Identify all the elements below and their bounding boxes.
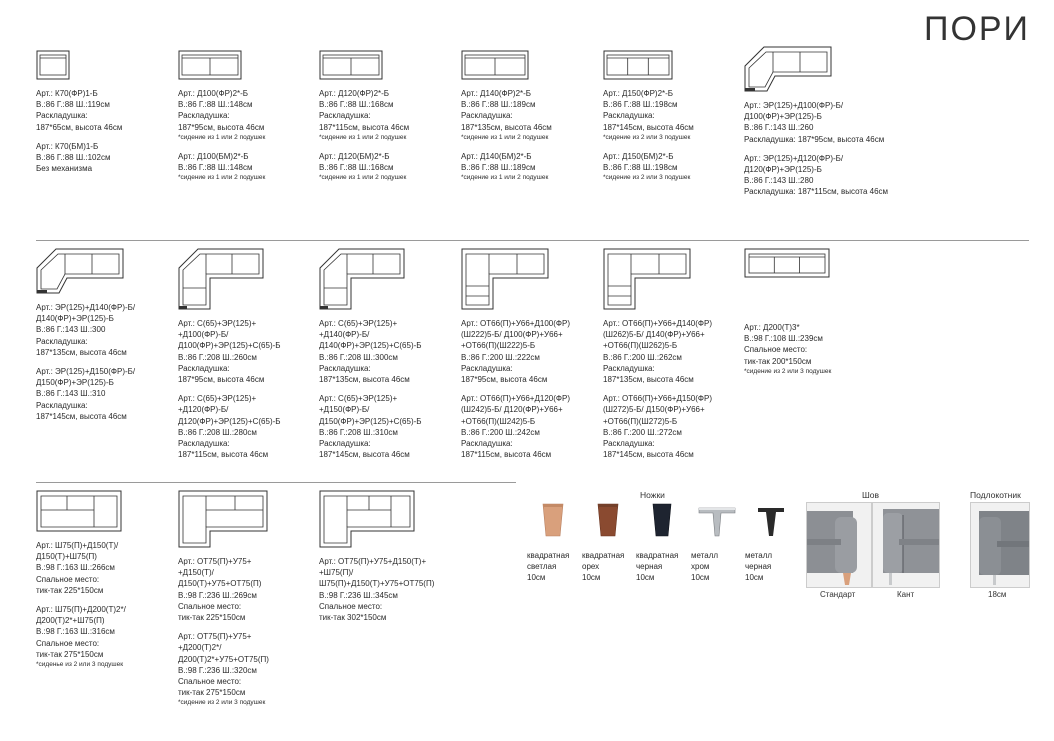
corner-ottoman-icon — [461, 248, 549, 310]
spec-line: Арт.: С(65)+ЭР(125)+ — [178, 394, 257, 404]
spec-line: В.:86 Г.:88 Ш.:189см — [461, 100, 536, 110]
spec-line: 187*115см, высота 46см — [461, 450, 552, 460]
spec-line: Спальное место: — [178, 677, 242, 687]
u-sofa-wide-icon — [319, 490, 415, 548]
spec-line: Раскладушка: — [178, 439, 230, 449]
leg-metal-black-icon — [756, 502, 786, 538]
spec-line: +ОТ66(П)(Ш262)5-Б — [603, 341, 678, 351]
section-divider — [36, 482, 516, 483]
spec-line: тик-так 302*150см — [319, 613, 387, 623]
spec-line: В.:86 Г.:208 Ш.:310см — [319, 427, 398, 437]
spec-block — [178, 151, 316, 183]
spec-block — [36, 88, 174, 133]
spec-line: Арт.: Д120(ФР)2*-Б — [319, 89, 390, 98]
spec-line: Д150(ФР)+ЭР(125)+С(65)-Б — [319, 416, 422, 426]
corner-small-icon — [36, 248, 124, 294]
spec-block — [603, 151, 741, 183]
leg-label: 10см — [582, 573, 601, 583]
spec-line: В.:86 Г.:143 Ш.:310 — [36, 389, 106, 399]
leg-label: хром — [691, 562, 710, 572]
spec-line: (Ш272)5-Б/ Д150(ФР)+У66+ — [603, 405, 705, 415]
spec-line: В.:98 Г.:236 Ш.:269см — [178, 590, 257, 600]
spec-line: тик-так 275*150см — [36, 649, 104, 659]
spec-line: Д150(Т)+Ш75(П) — [36, 552, 97, 562]
product-d150 — [603, 50, 741, 191]
spec-line: Арт.: Д200(Т)3* — [744, 323, 800, 332]
spec-line: тик-так 200*150см — [744, 356, 812, 366]
spec-note: *сидение из 1 или 2 подушек — [178, 133, 266, 141]
spec-line: В.:86 Г.:208 Ш.:260см — [178, 352, 257, 362]
leg-label: орех — [582, 562, 600, 572]
spec-line: Арт.: С(65)+ЭР(125)+ — [178, 319, 257, 328]
spec-line: Раскладушка: — [461, 439, 513, 449]
spec-block — [178, 556, 316, 623]
spec-line: Арт.: ОТ75(П)+У75+Д150(Т)+ — [319, 557, 427, 566]
spec-line: +Д140(ФР)-Б/ — [319, 330, 370, 340]
spec-line: +ОТ66(П)(Ш272)5-Б — [603, 416, 678, 426]
product-sh75 — [36, 490, 174, 678]
sofa-2-icon — [461, 50, 529, 80]
section-divider — [36, 240, 1029, 241]
leg-label: квадратная — [636, 551, 679, 560]
spec-line: Д140(ФР)+ЭР(125)+С(65)-Б — [319, 341, 422, 351]
leg-label: 10см — [691, 573, 710, 583]
spec-line: Арт.: ОТ66(П)+У66+Д150(ФР) — [603, 394, 712, 404]
spec-line: Д100(ФР)+ЭР(125)-Б — [744, 112, 822, 122]
leg-label: металл — [745, 551, 773, 560]
spec-line: Раскладушка: — [603, 439, 655, 449]
armrest-title: Подлокотник — [970, 490, 1021, 500]
spec-block — [36, 302, 174, 358]
spec-line: тик-так 275*150см — [178, 688, 246, 698]
spec-line: Арт.: ОТ66(П)+У66+Д100(ФР) — [461, 319, 570, 328]
spec-line: В.:86 Г.:143 Ш.:260 — [744, 123, 814, 133]
leg-option — [745, 502, 797, 584]
spec-line: Раскладушка: 187*115см, высота 46см — [744, 187, 889, 197]
spec-line: Д200(Т)2*+У75+ОТ75(П) — [178, 654, 269, 664]
armrest-size-label: 18см — [988, 590, 1007, 599]
spec-block — [36, 366, 174, 422]
spec-note: *сидение из 2 или 3 подушек — [603, 133, 691, 141]
spec-line: Раскладушка: — [178, 363, 230, 373]
spec-line: Арт.: ЭР(125)+Д100(ФР)-Б/ — [744, 101, 844, 110]
spec-note: *сидение из 1 или 2 подушек — [461, 133, 549, 141]
spec-block — [603, 318, 741, 385]
spec-line: В.:86 Г.:208 Ш.:300см — [319, 352, 398, 362]
spec-line: +ОТ66(П)(Ш222)5-Б — [461, 341, 536, 351]
spec-block — [319, 88, 457, 143]
spec-line: Д200(Т)2*+Ш75(П) — [36, 616, 105, 626]
sofa-standard-seam-image — [807, 503, 871, 587]
spec-line: В.:86 Г.:200 Ш.:262см — [603, 352, 682, 362]
sofa-1-icon — [36, 50, 70, 80]
spec-note: *сидение из 1 или 2 подушек — [319, 174, 407, 182]
spec-line: Арт.: К70(ФР)1-Б — [36, 89, 98, 98]
spec-line: 187*115см, высота 46см — [178, 450, 269, 460]
leg-label: черная — [745, 562, 772, 572]
spec-line: Раскладушка: — [461, 363, 513, 373]
spec-note: *сидение из 2 или 3 подушек — [603, 174, 691, 182]
spec-note: *сидение из 1 или 2 подушек — [178, 174, 266, 182]
spec-line: (Ш262)5-Б/ Д140(ФР)+У66+ — [603, 330, 705, 340]
spec-line: 187*145см, высота 46см — [36, 411, 127, 421]
corner-large-icon — [319, 248, 405, 310]
spec-line: Д100(ФР)+ЭР(125)+С(65)-Б — [178, 341, 281, 351]
spec-line: Раскладушка: — [178, 111, 230, 121]
sofa-3-icon — [603, 50, 673, 80]
spec-line: Раскладушка: — [319, 363, 371, 373]
product-d100 — [178, 50, 316, 191]
spec-line: Раскладушка: — [36, 336, 88, 346]
spec-block — [603, 88, 741, 143]
spec-block — [36, 540, 174, 596]
leg-metal-chrome-icon — [697, 502, 737, 538]
spec-line: Раскладушка: — [319, 111, 371, 121]
sofa-2-icon — [178, 50, 242, 80]
spec-line: 187*95см, высота 46см — [178, 122, 265, 132]
leg-option — [636, 502, 688, 584]
spec-line: 187*95см, высота 46см — [178, 375, 265, 385]
spec-note: *сидение из 1 или 2 подушек — [319, 133, 407, 141]
leg-option — [691, 502, 743, 584]
product-ot66-d140-d150 — [603, 248, 741, 468]
spec-line: Раскладушка: — [36, 111, 88, 121]
spec-line: Арт.: ЭР(125)+Д150(ФР)-Б/ — [36, 367, 136, 377]
spec-line: В.:86 Г.:88 Ш.:198см — [603, 100, 678, 110]
spec-line: Спальное место: — [319, 601, 383, 611]
spec-line: Арт.: С(65)+ЭР(125)+ — [319, 394, 398, 404]
seam-piping-label: Кант — [897, 590, 915, 599]
spec-line: Арт.: Д140(БМ)2*-Б — [461, 151, 532, 161]
spec-block — [178, 631, 316, 708]
leg-label: 10см — [636, 573, 655, 583]
spec-line: Д120(ФР)+ЭР(125)+С(65)-Б — [178, 416, 281, 426]
spec-line: В.:86 Г.:88 Ш.:119см — [36, 100, 110, 110]
seam-piping-photo — [872, 502, 940, 588]
spec-block — [178, 88, 316, 143]
sofa-3-flat-icon — [744, 248, 830, 278]
spec-line: +Д120(ФР)-Б/ — [178, 405, 229, 415]
spec-line: Арт.: ОТ66(П)+У66+Д140(ФР) — [603, 319, 712, 328]
seam-standard-photo — [806, 502, 872, 588]
product-k70 — [36, 50, 174, 182]
leg-option — [527, 502, 579, 584]
spec-line: Арт.: Д100(БМ)2*-Б — [178, 151, 249, 161]
leg-label: квадратная — [582, 551, 625, 560]
spec-line: В.:86 Г.:143 Ш.:300 — [36, 325, 106, 335]
product-c-er-d100-d120 — [178, 248, 316, 468]
spec-block — [178, 318, 316, 385]
sofa-piping-seam-image — [873, 503, 939, 587]
spec-block — [319, 556, 457, 623]
spec-note: *сидение из 2 или 3 подушек — [178, 699, 266, 707]
spec-note: *сидение из 2 или 3 подушек — [744, 367, 832, 375]
spec-line: В.:86 Г.:88 Ш.:148см — [178, 100, 253, 110]
spec-line: В.:98 Г.:236 Ш.:345см — [319, 590, 398, 600]
spec-line: Спальное место: — [36, 574, 100, 584]
spec-line: Ш75(П)+Д150(Т)+У75+ОТ75(П) — [319, 579, 435, 589]
spec-line: Д150(Т)+У75+ОТ75(П) — [178, 579, 262, 589]
spec-line: 187*145см, высота 46см — [319, 450, 410, 460]
leg-label: металл — [691, 551, 719, 560]
spec-block — [319, 393, 457, 460]
spec-block — [744, 322, 882, 377]
spec-block — [319, 318, 457, 385]
product-d140 — [461, 50, 599, 191]
corner-large-icon — [178, 248, 264, 310]
leg-label: 10см — [527, 573, 546, 583]
armrest-image — [971, 503, 1029, 587]
spec-line: Без механизма — [36, 164, 93, 174]
spec-line: В.:86 Г.:88 Ш.:168см — [319, 100, 394, 110]
spec-line: Раскладушка: — [36, 400, 88, 410]
spec-line: Раскладушка: — [603, 111, 655, 121]
armrest-photo — [970, 502, 1030, 588]
spec-line: В.:86 Г.:88 Ш.:198см — [603, 163, 678, 173]
product-ot66-d100-d120 — [461, 248, 599, 468]
spec-line: В.:86 Г.:200 Ш.:222см — [461, 352, 540, 362]
spec-line: Д120(ФР)+ЭР(125)-Б — [744, 165, 822, 175]
spec-line: +Д150(ФР)-Б/ — [319, 405, 370, 415]
spec-block — [461, 318, 599, 385]
spec-line: Арт.: ОТ66(П)+У66+Д120(ФР) — [461, 394, 570, 404]
spec-line: +Д150(Т)/ — [178, 568, 214, 578]
leg-label: черная — [636, 562, 663, 572]
leg-wood-walnut-icon — [596, 502, 620, 538]
spec-block — [178, 393, 316, 460]
spec-line: В.:98 Г.:163 Ш.:316см — [36, 627, 115, 637]
leg-label: светлая — [527, 562, 557, 572]
legs-title: Ножки — [640, 490, 665, 500]
spec-line: Спальное место: — [178, 601, 242, 611]
corner-ottoman-icon — [603, 248, 691, 310]
sofa-2-icon — [319, 50, 383, 80]
spec-line: В.:86 Г.:200 Ш.:272см — [603, 427, 682, 437]
spec-block — [461, 393, 599, 460]
spec-line: 187*135см, высота 46см — [319, 375, 410, 385]
leg-wood-black-icon — [650, 502, 674, 538]
spec-line: Арт.: ОТ75(П)+У75+ — [178, 557, 252, 566]
spec-line: Арт.: ЭР(125)+Д120(ФР)-Б/ — [744, 153, 844, 163]
spec-line: В.:86 Г.:200 Ш.:242см — [461, 427, 540, 437]
spec-line: 187*135см, высота 46см — [36, 347, 127, 357]
spec-line: +ОТ66(П)(Ш242)5-Б — [461, 416, 536, 426]
spec-line: +Ш75(П)/ — [319, 568, 354, 578]
spec-block — [744, 153, 934, 198]
spec-block — [461, 151, 599, 183]
spec-line: Арт.: Д140(ФР)2*-Б — [461, 89, 532, 98]
spec-block — [319, 151, 457, 183]
chaise-sofa-icon — [36, 490, 122, 532]
spec-line: В.:86 Г.:88 Ш.:168см — [319, 163, 394, 173]
spec-line: 187*65см, высота 46см — [36, 122, 123, 132]
spec-block — [603, 393, 741, 460]
spec-line: тик-так 225*150см — [178, 613, 246, 623]
spec-block — [744, 100, 934, 145]
spec-line: Раскладушка: — [603, 363, 655, 373]
product-d120 — [319, 50, 457, 191]
spec-line: 187*145см, высота 46см — [603, 122, 694, 132]
product-ot75-d150 — [178, 490, 316, 716]
spec-note: *сидение из 1 или 2 подушек — [461, 174, 549, 182]
seam-title: Шов — [862, 490, 880, 500]
spec-line: Арт.: Д120(БМ)2*-Б — [319, 151, 390, 161]
spec-line: Д140(ФР)+ЭР(125)-Б — [36, 314, 114, 324]
spec-line: 187*95см, высота 46см — [461, 375, 548, 385]
spec-line: Арт.: Д150(БМ)2*-Б — [603, 151, 674, 161]
spec-line: Арт.: С(65)+ЭР(125)+ — [319, 319, 398, 328]
spec-line: 187*145см, высота 46см — [603, 450, 694, 460]
spec-line: 187*135см, высота 46см — [461, 122, 552, 132]
spec-block — [36, 604, 174, 670]
leg-label: 10см — [745, 573, 764, 583]
spec-line: +Д200(Т)2*/ — [178, 643, 222, 653]
spec-line: В.:86 Г.:143 Ш.:280 — [744, 176, 814, 186]
spec-line: В.:98 Г.:236 Ш.:320см — [178, 665, 257, 675]
spec-line: Раскладушка: — [319, 439, 371, 449]
page-title: ПОРИ — [924, 10, 1030, 48]
leg-label: квадратная — [527, 551, 570, 560]
spec-line: В.:86 Г.:208 Ш.:280см — [178, 427, 257, 437]
spec-line: Спальное место: — [36, 638, 100, 648]
product-ot75-sh75 — [319, 490, 457, 631]
spec-line: (Ш222)5-Б/ Д100(ФР)+У66+ — [461, 330, 563, 340]
spec-line: Арт.: Ш75(П)+Д200(Т)2*/ — [36, 605, 126, 615]
product-c-er-d140-d150 — [319, 248, 457, 468]
spec-line: Д150(ФР)+ЭР(125)-Б — [36, 378, 114, 388]
spec-line: В.:98 Г.:108 Ш.:239см — [744, 334, 823, 344]
spec-line: Арт.: ЭР(125)+Д140(ФР)-Б/ — [36, 303, 136, 312]
spec-block — [461, 88, 599, 143]
spec-line: В.:86 Г.:88 Ш.:189см — [461, 163, 536, 173]
product-d200 — [744, 248, 882, 385]
spec-line: Раскладушка: — [461, 111, 513, 121]
corner-small-icon — [744, 46, 832, 92]
spec-line: 187*135см, высота 46см — [603, 375, 694, 385]
spec-line: Арт.: Д150(ФР)2*-Б — [603, 89, 674, 98]
spec-line: Спальное место: — [744, 345, 808, 355]
spec-line: тик-так 225*150см — [36, 585, 104, 595]
spec-line: Раскладушка: 187*95см, высота 46см — [744, 134, 885, 144]
spec-line: 187*115см, высота 46см — [319, 122, 410, 132]
leg-option — [582, 502, 634, 584]
spec-line: (Ш242)5-Б/ Д120(ФР)+У66+ — [461, 405, 563, 415]
leg-wood-light-icon — [541, 502, 565, 538]
spec-line: В.:98 Г.:163 Ш.:266см — [36, 563, 115, 573]
product-er-d100-d120 — [744, 46, 934, 206]
u-sofa-icon — [178, 490, 268, 548]
spec-line: +Д100(ФР)-Б/ — [178, 330, 229, 340]
spec-note: *сиденье из 2 или 3 подушек — [36, 661, 124, 669]
spec-line: Арт.: Ш75(П)+Д150(Т)/ — [36, 541, 119, 550]
spec-line: В.:86 Г.:88 Ш.:102см — [36, 153, 111, 163]
product-er-d140-d150 — [36, 248, 174, 430]
spec-line: Арт.: ОТ75(П)+У75+ — [178, 632, 252, 642]
spec-line: Арт.: К70(БМ)1-Б — [36, 141, 99, 151]
spec-block — [36, 141, 174, 175]
seam-standard-label: Стандарт — [820, 590, 856, 599]
spec-line: В.:86 Г.:88 Ш.:148см — [178, 163, 253, 173]
spec-line: Арт.: Д100(ФР)2*-Б — [178, 89, 249, 98]
